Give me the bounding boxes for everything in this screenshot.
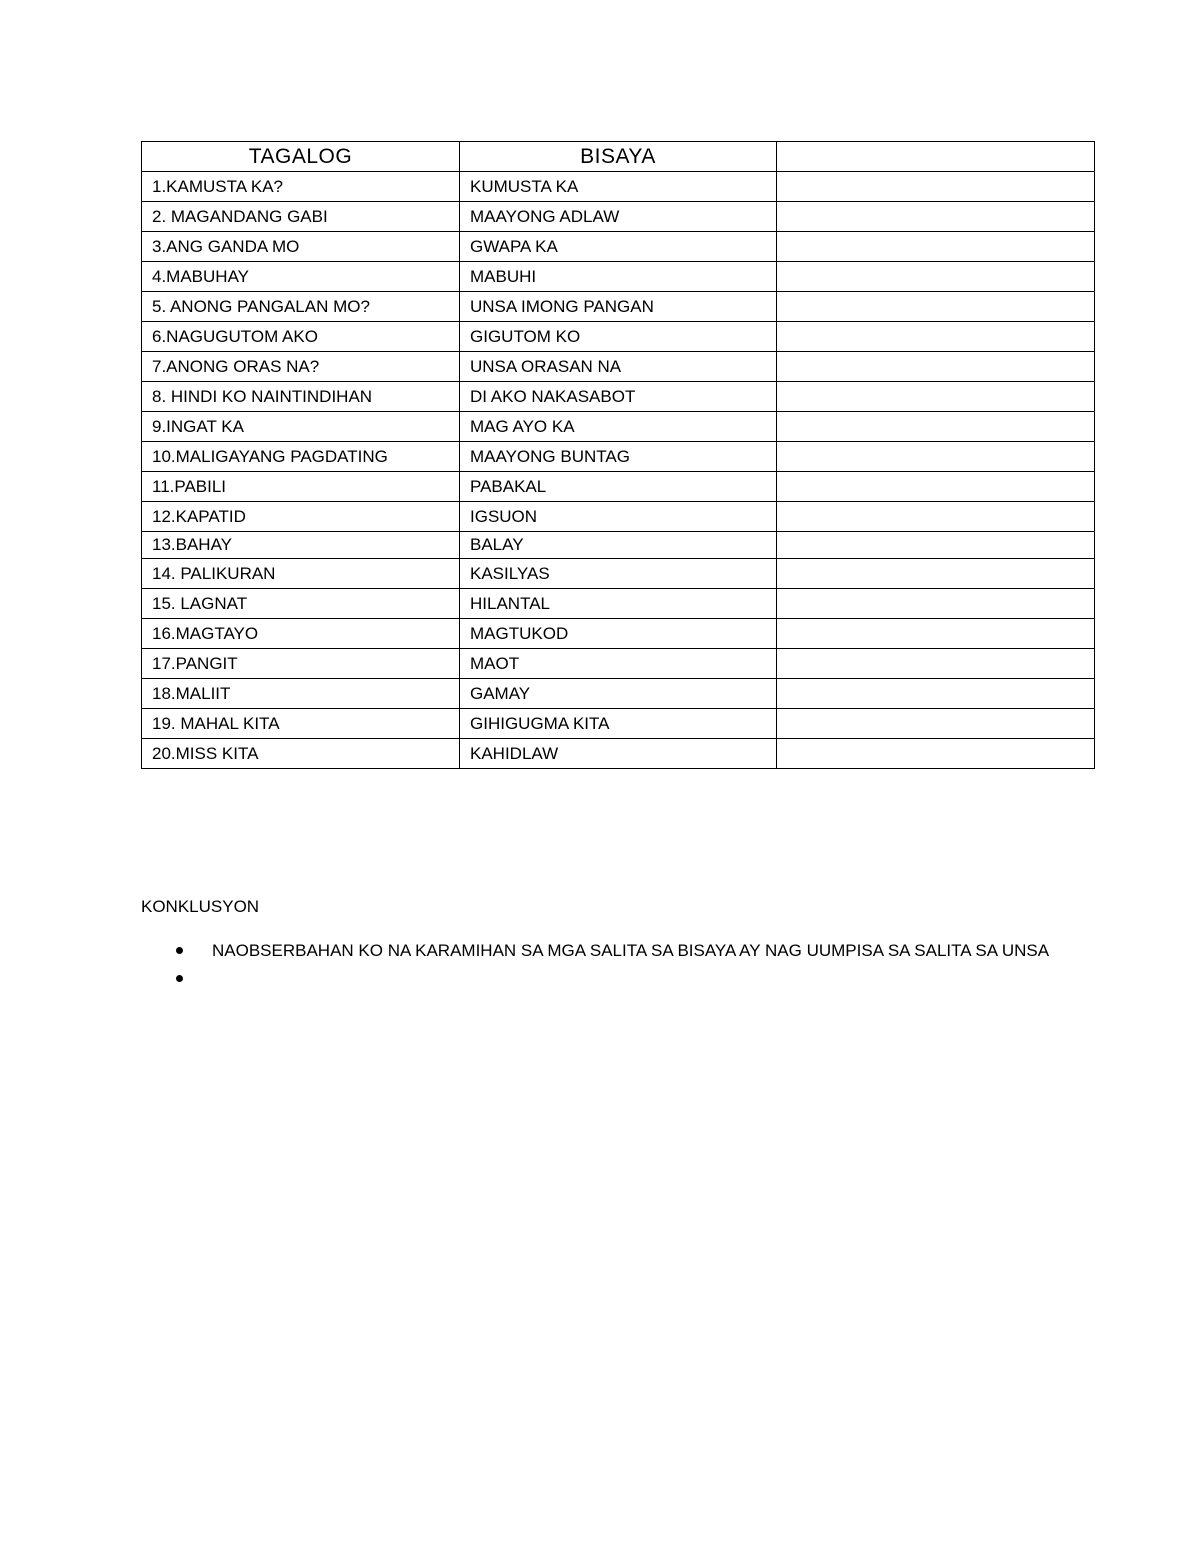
table-row bbox=[142, 679, 1095, 709]
table-row bbox=[142, 232, 1095, 262]
tagalog-cell: 3.ANG GANDA MO bbox=[142, 232, 460, 262]
list-item bbox=[141, 965, 1071, 993]
bisaya-cell: BALAY bbox=[460, 532, 777, 559]
list-item-text: NAOBSERBAHAN KO NA KARAMIHAN SA MGA SALITA SA BISAYA AY NAG UUMPISA SA SALITA SA UNSA bbox=[212, 941, 1050, 960]
empty-cell bbox=[777, 619, 1095, 649]
tagalog-cell: 18.MALIIT bbox=[142, 679, 460, 709]
bisaya-cell: MABUHI bbox=[460, 262, 777, 292]
bisaya-cell: HILANTAL bbox=[460, 589, 777, 619]
bisaya-cell: MAAYONG ADLAW bbox=[460, 202, 777, 232]
bisaya-cell: GIGUTOM KO bbox=[460, 322, 777, 352]
tagalog-cell: 8. HINDI KO NAINTINDIHAN bbox=[142, 382, 460, 412]
bisaya-cell: KASILYAS bbox=[460, 559, 777, 589]
header-bisaya: BISAYA bbox=[460, 142, 777, 172]
header-empty bbox=[777, 142, 1095, 172]
tagalog-cell: 17.PANGIT bbox=[142, 649, 460, 679]
tagalog-cell: 12.KAPATID bbox=[142, 502, 460, 532]
table-row bbox=[142, 412, 1095, 442]
empty-cell bbox=[777, 472, 1095, 502]
empty-cell bbox=[777, 202, 1095, 232]
empty-cell bbox=[777, 322, 1095, 352]
empty-cell bbox=[777, 442, 1095, 472]
table-row bbox=[142, 442, 1095, 472]
empty-cell bbox=[777, 559, 1095, 589]
bisaya-cell: KAHIDLAW bbox=[460, 739, 777, 769]
table-row bbox=[142, 619, 1095, 649]
table-row bbox=[142, 502, 1095, 532]
tagalog-cell: 14. PALIKURAN bbox=[142, 559, 460, 589]
table-row bbox=[142, 739, 1095, 769]
list-item bbox=[141, 937, 1071, 965]
empty-cell bbox=[777, 502, 1095, 532]
bullet-icon bbox=[176, 947, 183, 954]
tagalog-cell: 10.MALIGAYANG PAGDATING bbox=[142, 442, 460, 472]
bisaya-cell: MAGTUKOD bbox=[460, 619, 777, 649]
tagalog-cell: 1.KAMUSTA KA? bbox=[142, 172, 460, 202]
tagalog-cell: 7.ANONG ORAS NA? bbox=[142, 352, 460, 382]
bisaya-cell: GIHIGUGMA KITA bbox=[460, 709, 777, 739]
bisaya-cell: DI AKO NAKASABOT bbox=[460, 382, 777, 412]
empty-cell bbox=[777, 412, 1095, 442]
tagalog-cell: 16.MAGTAYO bbox=[142, 619, 460, 649]
vocabulary-table bbox=[141, 141, 1095, 769]
table-row bbox=[142, 292, 1095, 322]
empty-cell bbox=[777, 532, 1095, 559]
table-row bbox=[142, 262, 1095, 292]
empty-cell bbox=[777, 739, 1095, 769]
tagalog-cell: 5. ANONG PANGALAN MO? bbox=[142, 292, 460, 322]
tagalog-cell: 2. MAGANDANG GABI bbox=[142, 202, 460, 232]
empty-cell bbox=[777, 589, 1095, 619]
tagalog-cell: 6.NAGUGUTOM AKO bbox=[142, 322, 460, 352]
header-tagalog: TAGALOG bbox=[142, 142, 460, 172]
table-row bbox=[142, 559, 1095, 589]
empty-cell bbox=[777, 292, 1095, 322]
table-row bbox=[142, 589, 1095, 619]
tagalog-cell: 19. MAHAL KITA bbox=[142, 709, 460, 739]
table-row bbox=[142, 352, 1095, 382]
empty-cell bbox=[777, 172, 1095, 202]
table-row bbox=[142, 649, 1095, 679]
bisaya-cell: UNSA IMONG PANGAN bbox=[460, 292, 777, 322]
empty-cell bbox=[777, 382, 1095, 412]
table-row bbox=[142, 202, 1095, 232]
bisaya-cell: UNSA ORASAN NA bbox=[460, 352, 777, 382]
bullet-icon bbox=[176, 975, 183, 982]
empty-cell bbox=[777, 649, 1095, 679]
table-row bbox=[142, 532, 1095, 559]
bisaya-cell: MAOT bbox=[460, 649, 777, 679]
table-row bbox=[142, 382, 1095, 412]
bisaya-cell: GAMAY bbox=[460, 679, 777, 709]
table-row bbox=[142, 472, 1095, 502]
bisaya-cell: IGSUON bbox=[460, 502, 777, 532]
table-row bbox=[142, 172, 1095, 202]
tagalog-cell: 15. LAGNAT bbox=[142, 589, 460, 619]
bisaya-cell: KUMUSTA KA bbox=[460, 172, 777, 202]
table-row bbox=[142, 709, 1095, 739]
empty-cell bbox=[777, 709, 1095, 739]
tagalog-cell: 13.BAHAY bbox=[142, 532, 460, 559]
tagalog-cell: 9.INGAT KA bbox=[142, 412, 460, 442]
table-header-row bbox=[142, 142, 1095, 172]
tagalog-cell: 4.MABUHAY bbox=[142, 262, 460, 292]
empty-cell bbox=[777, 232, 1095, 262]
conclusion-heading: KONKLUSYON bbox=[141, 897, 260, 916]
conclusion-list bbox=[141, 937, 1071, 993]
empty-cell bbox=[777, 679, 1095, 709]
bisaya-cell: MAAYONG BUNTAG bbox=[460, 442, 777, 472]
table-row bbox=[142, 322, 1095, 352]
bisaya-cell: MAG AYO KA bbox=[460, 412, 777, 442]
empty-cell bbox=[777, 262, 1095, 292]
empty-cell bbox=[777, 352, 1095, 382]
tagalog-cell: 20.MISS KITA bbox=[142, 739, 460, 769]
bisaya-cell: PABAKAL bbox=[460, 472, 777, 502]
bisaya-cell: GWAPA KA bbox=[460, 232, 777, 262]
tagalog-cell: 11.PABILI bbox=[142, 472, 460, 502]
